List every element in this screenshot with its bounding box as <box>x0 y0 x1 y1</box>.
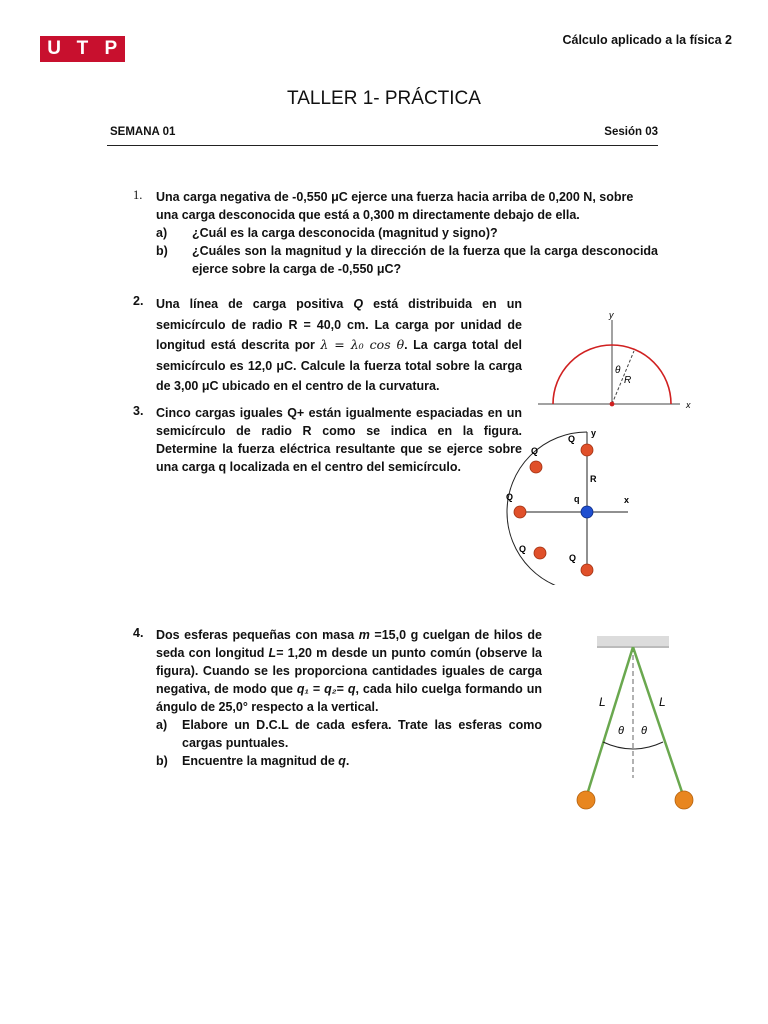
logo-letter-t: T <box>76 38 89 59</box>
center-point <box>610 402 615 407</box>
text-part: = <box>308 682 325 696</box>
problem-4 <box>156 626 542 770</box>
var-q: Q <box>353 297 364 311</box>
problem-4-number: 4. <box>133 626 144 640</box>
x-label: x <box>686 400 691 410</box>
charge-label-1: Q <box>568 434 576 444</box>
logo-letter-p: P <box>104 38 118 59</box>
charge-q-3 <box>514 506 526 518</box>
problem-4-item-b <box>156 752 542 770</box>
text-part: = <box>336 682 348 696</box>
theta-label: θ <box>615 365 621 376</box>
item-text: ¿Cuáles son la magnitud y la dirección de la fuerza que la carga desconocida ejerce sobre la carga de -0,550 μC? <box>192 244 658 276</box>
five-charges-figure <box>500 420 640 585</box>
charge-q-2 <box>530 461 542 473</box>
course-name: Cálculo aplicado a la física 2 <box>562 33 732 47</box>
var-q2: q₂ <box>324 682 337 696</box>
problem-3-number: 3. <box>133 404 144 418</box>
left-string <box>586 647 633 798</box>
var-q: q <box>347 682 356 696</box>
var-m: m <box>358 628 370 642</box>
y-label: y <box>591 428 597 438</box>
problem-1-item-b <box>156 242 658 278</box>
problem-3-text: Cinco cargas iguales Q+ están igualmente espaciadas en un semicírculo de radio R como se indica en la figura. Determine la fuerza eléctrica resultante que se ejerce sobre una carga q localizada en el centro del semicírculo. <box>156 406 522 474</box>
r-label: R <box>624 375 632 386</box>
text-part: Encuentre la magnitud de <box>182 754 339 768</box>
left-sphere <box>577 791 595 809</box>
text-part: Dos esferas pequeñas con masa <box>156 628 359 642</box>
right-sphere <box>675 791 693 809</box>
session-label: Sesión 03 <box>604 126 658 138</box>
problem-1-line-1: Una carga negativa de -0,550 μC ejerce una fuerza hacia arriba de 0,200 N, sobre <box>156 190 634 204</box>
charge-q-1 <box>581 444 593 456</box>
item-label: b) <box>156 244 168 258</box>
l-label-left: L <box>599 695 606 709</box>
item-text: Elabore un D.C.L de cada esfera. Trate las esferas como cargas puntuales. <box>182 718 542 750</box>
charge-label-4: Q <box>519 544 527 554</box>
problem-4-item-a <box>156 716 542 752</box>
semicircle-line-charge-figure <box>530 308 700 418</box>
var-q1: q₁ <box>296 682 309 696</box>
charge-label-2: Q <box>531 446 539 456</box>
text-part: está distribuida en un semicírculo de radio R = 40,0 cm. La carga por unidad de longitud está descrita por <box>156 297 522 352</box>
theta-label-left: θ <box>618 725 624 737</box>
x-label: x <box>624 495 630 505</box>
right-string <box>633 647 684 798</box>
logo-letter-u: U <box>47 38 62 59</box>
problem-1-item-a <box>156 224 658 242</box>
charge-density-formula: λ = λ₀ cos θ <box>320 337 405 352</box>
problem-1-number: 1. <box>133 188 143 202</box>
item-label: a) <box>156 718 168 732</box>
utp-logo <box>40 36 125 62</box>
week-label: SEMANA 01 <box>110 126 176 138</box>
l-label-right: L <box>659 695 666 709</box>
item-label: b) <box>156 754 168 768</box>
var-l: L <box>268 646 277 660</box>
problem-1-line-2: una carga desconocida que está a 0,300 m directamente debajo de ella. <box>156 208 580 222</box>
ceiling-support <box>597 636 669 646</box>
header-divider <box>107 145 658 146</box>
test-charge-q <box>581 506 593 518</box>
theta-label-right: θ <box>641 725 647 737</box>
page-title: TALLER 1- PRÁCTICA <box>287 88 481 109</box>
problem-1 <box>156 188 658 278</box>
text-part: , cada hilo cuelga formando un ángulo de 25,0° respecto a la vertical. <box>156 682 542 714</box>
item-label: a) <box>156 226 168 240</box>
center-label: q <box>574 494 580 504</box>
charge-q-4 <box>534 547 546 559</box>
problem-2-number: 2. <box>133 294 144 308</box>
pendulum-spheres-figure <box>565 630 705 820</box>
charge-label-5: Q <box>569 553 577 563</box>
text-part: Una línea de carga positiva <box>156 297 354 311</box>
problem-4-text <box>156 626 542 716</box>
text-part: . La carga total del semicírculo es 12,0 μC. Calcule la fuerza total sobre la carga de 3,00 μC ubicado en el centro de la curvatura. <box>156 338 522 393</box>
var-q: q <box>338 754 346 768</box>
charge-label-3: Q <box>506 492 514 502</box>
text-part: =15,0 g cuelgan de hilos de seda con longitud <box>156 628 543 660</box>
item-text: ¿Cuál es la carga desconocida (magnitud y signo)? <box>192 226 498 240</box>
item-text <box>182 752 542 770</box>
text-part: = 1,20 m desde un punto común (observe la figura). Cuando se les proporciona cantidades iguales de carga negativa, de modo que <box>156 646 542 696</box>
charge-q-5 <box>581 564 593 576</box>
text-part: . <box>345 754 350 768</box>
problem-2-text <box>156 294 522 397</box>
r-label: R <box>590 474 597 484</box>
y-label: y <box>609 310 614 320</box>
